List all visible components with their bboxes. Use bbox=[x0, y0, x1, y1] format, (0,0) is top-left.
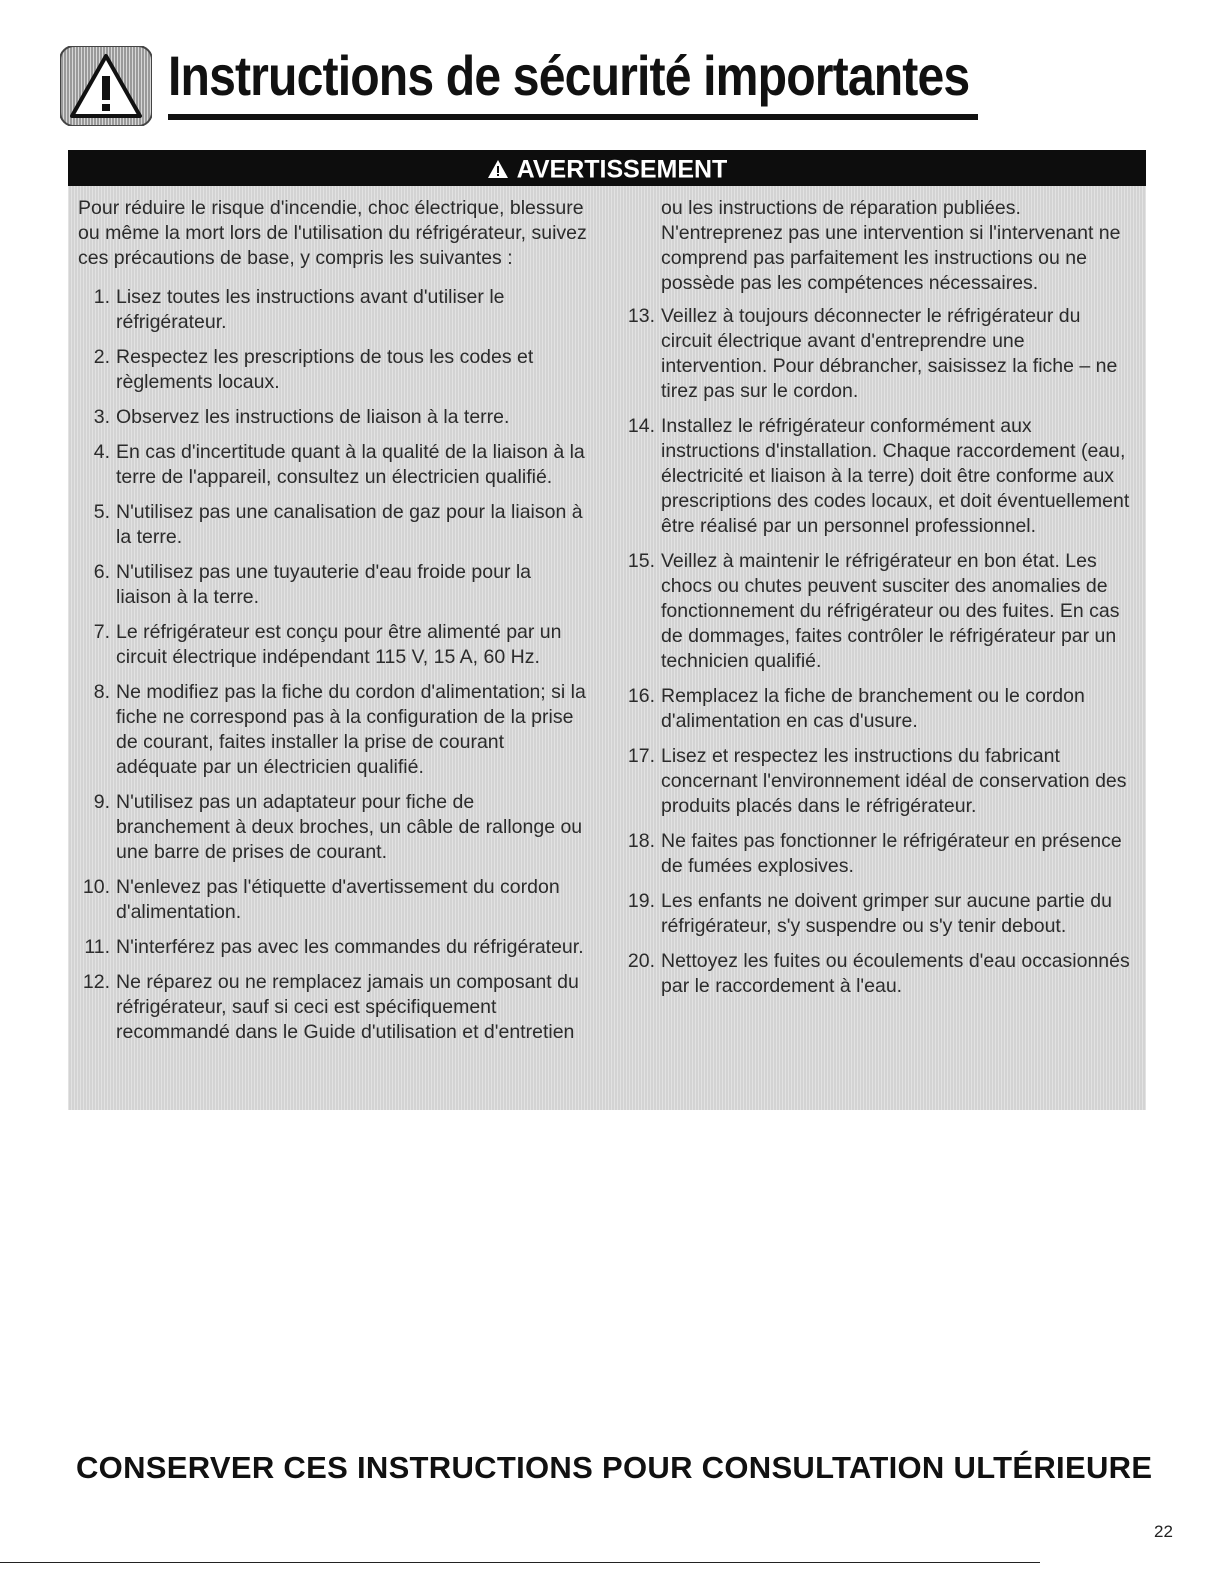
list-item bbox=[623, 549, 1133, 674]
warning-banner bbox=[68, 150, 1146, 186]
item-number: 4. bbox=[93, 441, 110, 463]
list-item bbox=[78, 620, 588, 670]
bottom-rule bbox=[0, 1562, 1040, 1563]
list-item bbox=[78, 345, 588, 395]
item-number: 7. bbox=[93, 621, 110, 643]
right-column bbox=[623, 196, 1133, 1009]
list-item bbox=[78, 560, 588, 610]
list-item bbox=[623, 414, 1133, 539]
item-number: 18. bbox=[627, 830, 655, 852]
item-text: Lisez toutes les instructions avant d'utiliser le réfrigérateur. bbox=[116, 286, 505, 333]
item-text: N'enlevez pas l'étiquette d'avertissement du cordon d'alimentation. bbox=[116, 876, 560, 923]
item-text: N'utilisez pas un adaptateur pour fiche de branchement à deux broches, un câble de rallonge ou une barre de prises de courant. bbox=[116, 791, 583, 863]
item-text: Les enfants ne doivent grimper sur aucune partie du réfrigérateur, s'y suspendre ou s'y tenir debout. bbox=[661, 890, 1112, 937]
footer-instruction: CONSERVER CES INSTRUCTIONS POUR CONSULTATION ULTÉRIEURE bbox=[76, 1450, 1153, 1485]
item-number: 2. bbox=[93, 346, 110, 368]
item-number: 12. bbox=[82, 971, 110, 993]
warning-intro: Pour réduire le risque d'incendie, choc électrique, blessure ou même la mort lors de l'utilisation du réfrigérateur, suivez ces précautions de base, y compris les suivantes : bbox=[78, 197, 587, 269]
item-text: N'utilisez pas une tuyauterie d'eau froide pour la liaison à la terre. bbox=[116, 561, 532, 608]
item-text: Respectez les prescriptions de tous les codes et règlements locaux. bbox=[116, 346, 534, 393]
warning-triangle-icon bbox=[60, 46, 152, 126]
item-text: Ne modifiez pas la fiche du cordon d'alimentation; si la fiche ne correspond pas à la configuration de la prise de courant, faites installer la prise de courant adéquate par un électricien qualifié. bbox=[116, 681, 586, 778]
item-number: 14. bbox=[627, 415, 655, 437]
item-text: Ne réparez ou ne remplacez jamais un composant du réfrigérateur, sauf si ceci est spécifiquement recommandé dans le Guide d'utilisation et d'entretien bbox=[116, 971, 579, 1043]
left-column bbox=[78, 196, 588, 1055]
item-number: 11. bbox=[84, 936, 110, 958]
item-text: Ne faites pas fonctionner le réfrigérateur en présence de fumées explosives. bbox=[661, 830, 1122, 877]
list-item bbox=[78, 405, 588, 430]
warning-label: AVERTISSEMENT bbox=[516, 155, 728, 184]
item-number: 16. bbox=[627, 685, 655, 707]
item-12-continuation: ou les instructions de réparation publiées. N'entreprenez pas une intervention si l'intervenant ne comprend pas parfaitement les instructions ou ne possède pas les compétences nécessaires. bbox=[661, 197, 1121, 294]
item-number: 19. bbox=[627, 890, 655, 912]
item-text: Lisez et respectez les instructions du fabricant concernant l'environnement idéal de conservation des produits placés dans le réfrigérateur. bbox=[661, 745, 1127, 817]
item-number: 9. bbox=[93, 791, 110, 813]
list-item bbox=[623, 829, 1133, 879]
item-text: Remplacez la fiche de branchement ou le cordon d'alimentation en cas d'usure. bbox=[661, 685, 1085, 732]
list-item bbox=[78, 440, 588, 490]
list-item bbox=[78, 875, 588, 925]
list-item bbox=[623, 889, 1133, 939]
list-item bbox=[78, 790, 588, 865]
item-number: 10. bbox=[82, 876, 110, 898]
item-text: Le réfrigérateur est conçu pour être alimenté par un circuit électrique indépendant 115 V, 15 A, 60 Hz. bbox=[116, 621, 562, 668]
item-text: En cas d'incertitude quant à la qualité de la liaison à la terre de l'appareil, consultez un électricien qualifié. bbox=[116, 441, 585, 488]
warning-columns bbox=[78, 196, 1136, 1110]
list-item bbox=[78, 680, 588, 780]
list-item bbox=[623, 304, 1133, 404]
page-title: Instructions de sécurité importantes bbox=[168, 44, 970, 107]
item-number: 15. bbox=[627, 550, 655, 572]
item-number: 5. bbox=[93, 501, 110, 523]
item-text: Nettoyez les fuites ou écoulements d'eau occasionnés par le raccordement à l'eau. bbox=[661, 950, 1130, 997]
item-text: Installez le réfrigérateur conformément aux instructions d'installation. Chaque raccordement (eau, électricité et liaison à la terre) doit être conforme aux prescriptions des codes locaux, et doit éventuellement être réalisé par un personnel professionnel. bbox=[661, 415, 1130, 537]
warning-box bbox=[68, 150, 1146, 1110]
warning-list-left bbox=[78, 285, 588, 1045]
list-item bbox=[623, 949, 1133, 999]
item-number: 17. bbox=[627, 745, 655, 767]
list-item bbox=[78, 500, 588, 550]
page-header bbox=[60, 36, 980, 126]
item-number: 20. bbox=[627, 950, 655, 972]
item-number: 13. bbox=[627, 305, 655, 327]
title-underline bbox=[168, 114, 978, 120]
warning-list-right bbox=[623, 304, 1133, 999]
list-item bbox=[78, 285, 588, 335]
item-number: 1. bbox=[93, 286, 110, 308]
warning-triangle-icon bbox=[487, 159, 509, 179]
item-number: 8. bbox=[93, 681, 110, 703]
item-text: Observez les instructions de liaison à la terre. bbox=[116, 406, 510, 428]
list-item bbox=[623, 684, 1133, 734]
list-item bbox=[78, 970, 588, 1045]
page-number: 22 bbox=[1154, 1522, 1173, 1541]
list-item bbox=[78, 935, 588, 960]
item-text: Veillez à maintenir le réfrigérateur en bon état. Les chocs ou chutes peuvent susciter des anomalies de fonctionnement du réfrigérateur ou des fuites. En cas de dommages, faites contrôler le réfrigérateur par un technicien qualifié. bbox=[661, 550, 1120, 672]
item-text: Veillez à toujours déconnecter le réfrigérateur du circuit électrique avant d'entreprendre une intervention. Pour débrancher, saisissez la fiche – ne tirez pas sur le cordon. bbox=[661, 305, 1118, 402]
item-number: 6. bbox=[93, 561, 110, 583]
item-text: N'utilisez pas une canalisation de gaz pour la liaison à la terre. bbox=[116, 501, 583, 548]
item-number: 3. bbox=[93, 406, 110, 428]
list-item bbox=[623, 744, 1133, 819]
item-text: N'interférez pas avec les commandes du réfrigérateur. bbox=[116, 936, 584, 958]
